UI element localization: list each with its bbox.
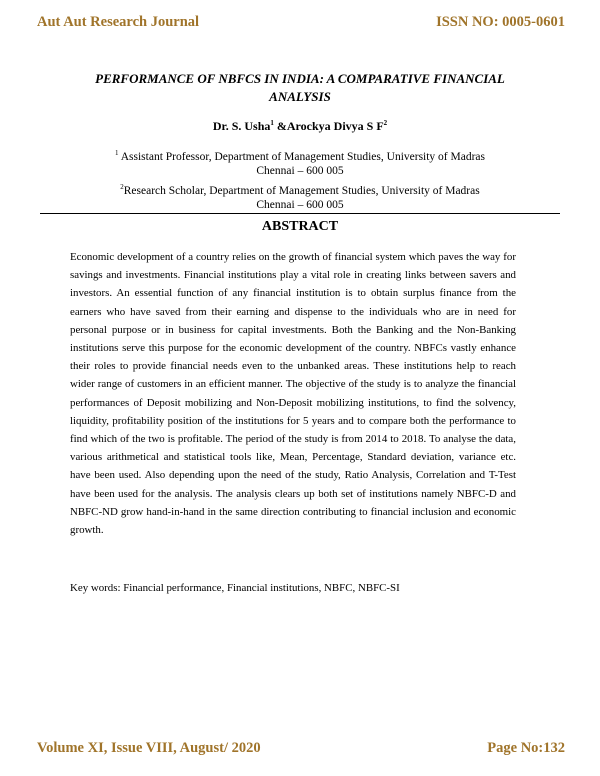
page-number: Page No:132 xyxy=(487,740,565,756)
affiliation-2 xyxy=(60,180,540,212)
author-2: &Arockya Divya S F xyxy=(276,119,384,133)
journal-name: Aut Aut Research Journal xyxy=(37,14,200,30)
paper-title: PERFORMANCE OF NBFCS IN INDIA: A COMPARATIVE FINANCIAL ANALYSIS xyxy=(95,71,505,104)
section-divider xyxy=(40,213,560,214)
page-header xyxy=(37,14,565,31)
issn-number: ISSN NO: 0005-0601 xyxy=(436,14,565,30)
author-1: Dr. S. Usha xyxy=(212,119,271,133)
page-footer xyxy=(37,740,565,757)
affiliation-2-line1: Research Scholar, Department of Management Studies, University of Madras xyxy=(123,184,480,197)
abstract-heading: ABSTRACT xyxy=(261,219,339,234)
affiliation-2-mark: 2 xyxy=(120,183,124,191)
abstract-body: Economic development of a country relies on the growth of financial system which paves the way for savings and investments. Financial institutions play a vital role in creating links between savers and investors. An essential function of any financial institution is to obtain surplus finance from the earners who have saved from their earning and dispense to the individuals who are in need for personal purpose or in business for capital investments. Both the Banking and the Non-Banking institutions serve this purpose for the economic development of the country. NBFCs vastly enhance their roles to provide financial needs even to the unbanked areas. These institutions help to reach wider range of customers in an efficient manner. The objective of the study is to analyze the financial performances of Deposit mobilizing and Non-Deposit mobilizing institutions, to find the solvency, liquidity, profitability position of the institutions for 5 years and to compare both the performance to find which of the two is profitable. The period of the study is from 2014 to 2018. To analyse the data, various arithmetical and statistical tools like, Mean, Percentage, Standard deviation, variance etc. have been used. Also depending upon the need of the study, Ratio Analysis, Correlation and T-Test have been used for the analysis. The analysis clears up both set of institutions namely NBFC-D and NBFC-ND grow hand-in-hand in the same direction contributing to financial inclusion and economic growth. xyxy=(70,251,516,537)
author-line xyxy=(0,119,600,134)
affiliation-1 xyxy=(60,146,540,178)
keywords: Key words: Financial performance, Financial institutions, NBFC, NBFC-SI xyxy=(70,582,400,594)
author-2-mark: 2 xyxy=(383,119,388,127)
affiliation-2-line2: Chennai – 600 005 xyxy=(256,198,344,211)
affiliation-1-line1: Assistant Professor, Department of Management Studies, University of Madras xyxy=(118,150,486,163)
affiliation-1-mark: 1 xyxy=(114,149,119,157)
affiliation-1-line2: Chennai – 600 005 xyxy=(256,164,344,177)
author-1-mark: 1 xyxy=(270,119,274,127)
volume-issue: Volume XI, Issue VIII, August/ 2020 xyxy=(37,740,261,756)
